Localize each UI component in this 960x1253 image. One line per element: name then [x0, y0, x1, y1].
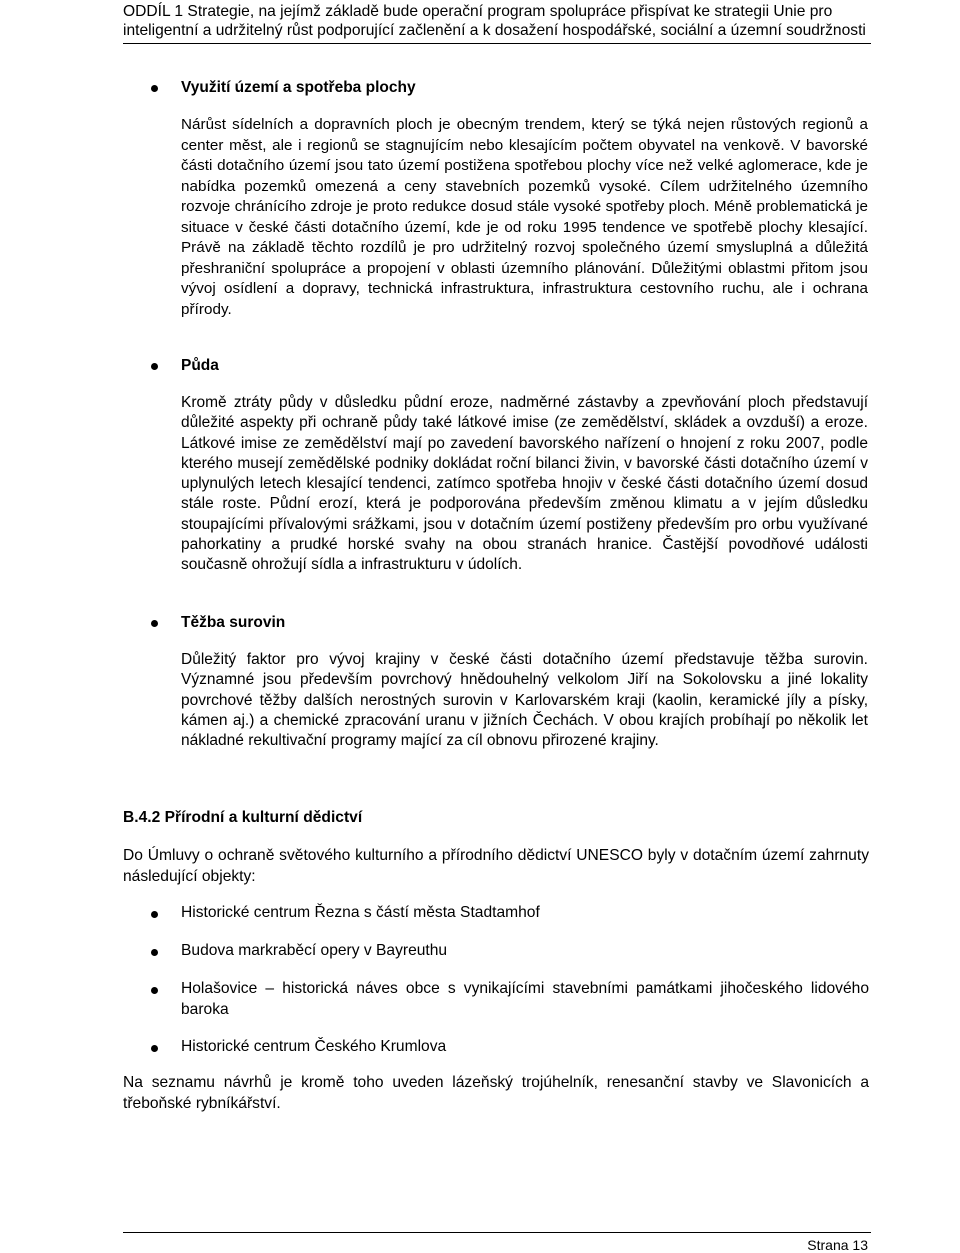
- item-paragraph-land-use: Nárůst sídelních a dopravních ploch je obecným trendem, který se týká nejen růstových regionů a center měst, ale i regionů se stagnujícím nebo klesajícím počtem obyvatel na venkově. V bavorské části dotačního území jsou tato území postižena spotřebou plochy více než velké aglomerace, kde je nabídka pozemků omezená a ceny stavebních pozemků vysoké. Cílem udržitelného územního rozvoje chránícího zdroje je proto redukce dosud stále vysoké spotřeby ploch. Méně problematická je situace v české části dotačního území, kde je od roku 1995 tendence ve spotřebě plochy klesající. Právě na základě těchto rozdílů je pro udržitelný rozvoj společného území smysluplná a důležitá přeshraniční spolupráce a propojení v oblasti územního plánování. Důležitými oblastmi přitom jsou vývoj osídlení a dopravy, technická infrastruktura, infrastruktura cestovního ruchu, ale i ochrana přírody.: [181, 116, 868, 318]
- section-heading: B.4.2 Přírodní a kulturní dědictví: [123, 809, 363, 826]
- item-heading-land-use: Využití území a spotřeba plochy: [181, 79, 416, 96]
- item-heading-mining: Těžba surovin: [181, 614, 286, 631]
- list-item: Holašovice – historická náves obce s vynikajícími stavebními památkami jihočeského lidového baroka: [181, 980, 869, 1018]
- footer-divider: [123, 1232, 871, 1233]
- list-item: Historické centrum Řezna s částí města Stadtamhof: [181, 904, 540, 921]
- item-paragraph-soil: Kromě ztráty půdy v důsledku půdní eroze, nadměrné zástavby a zpevňování ploch představují důležité aspekty při ochraně půdy také látkové imise (ze zemědělství, skládek a ovzduší) a eroze. Látkové imise ze zemědělství mají po zavedení bavorského nařízení o hnojení z roku 2007, podle kterého musejí zemědělské podniky dokládat roční bilanci živin, v bavorské části dotačního území v uplynulých letech klesající tendenci, zatímco spotřeba hnojiv v české části dotačního území dosud stále roste. Půdní erozí, která je podporována především změnou klimatu a v jejím důsledku stoupajícími přívalovými srážkami, jsou v dotačním území postiženy především pro orbu využívané pahorkatiny a prudké horské svahy na obou stranách hranice. Častější povodňové události současně ohrožují sídla a infrastrukturu v údolích.: [181, 394, 868, 574]
- bullet-icon: [151, 987, 158, 994]
- list-item: Historické centrum Českého Krumlova: [181, 1038, 447, 1055]
- item-heading-soil: Půda: [181, 357, 219, 374]
- bullet-icon: [151, 363, 158, 370]
- item-paragraph-mining: Důležitý faktor pro vývoj krajiny v české části dotačního území představuje těžba surovin. Významné jsou především povrchový hnědouhelný velkolom Jiří na Sokolovsku a jiné lokality povrchové těžby dalších nerostných surovin v Karlovarském kraji (kaolin, keramické jíly a písky, kámen aj.) a chemické zpracování uranu v jižních Čechách. V obou krajích probíhají po několik let nákladné rekultivační programy mající za cíl obnovu přirozené krajiny.: [181, 651, 868, 750]
- list-item: Budova markraběcí opery v Bayreuthu: [181, 942, 448, 959]
- bullet-icon: [151, 949, 158, 956]
- outro-paragraph: Na seznamu návrhů je kromě toho uveden lázeňský trojúhelník, renesanční stavby ve Slavonicích a třeboňské rybníkářství.: [123, 1074, 869, 1112]
- page-header: ODDÍL 1 Strategie, na jejímž základě bude operační program spolupráce přispívat ke strategii Unie pro inteligentní a udržitelný růst podporující začlenění a k dosažení hospodářské, sociální a územní soudržnosti: [123, 2, 871, 44]
- bullet-icon: [151, 1045, 158, 1052]
- bullet-icon: [151, 911, 158, 918]
- bullet-icon: [151, 620, 158, 627]
- intro-paragraph: Do Úmluvy o ochraně světového kulturního a přírodního dědictví UNESCO byly v dotačním území zahrnuty následující objekty:: [123, 847, 869, 885]
- page-number: Strana 13: [807, 1237, 868, 1253]
- bullet-icon: [151, 85, 158, 92]
